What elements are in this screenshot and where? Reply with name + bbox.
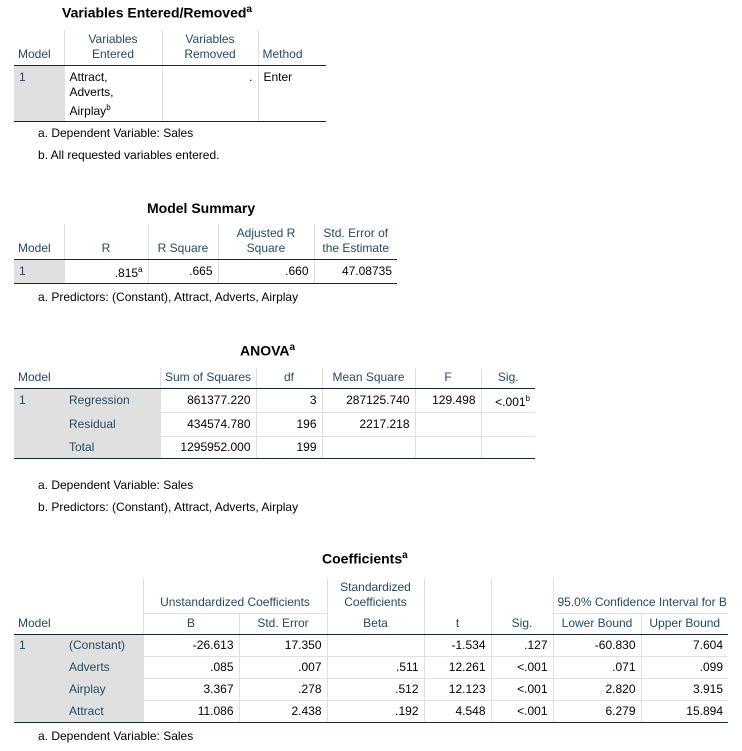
variables-removed-cell: .: [162, 66, 258, 122]
variables-table-title: [62, 4, 252, 21]
upper-cell: 7.604: [641, 634, 728, 656]
sig-cell: [481, 389, 535, 413]
coefficients-table: [14, 578, 728, 723]
df-cell: 199: [256, 437, 322, 459]
se-cell: 17.350: [239, 634, 327, 656]
header-lower-bound: Lower Bound: [553, 613, 641, 634]
model-number: 1: [14, 634, 64, 656]
model-blank: [14, 437, 64, 459]
se-cell: .007: [239, 656, 327, 678]
header-variables-entered: Variables Entered: [64, 30, 162, 66]
header-unstandardized-coefficients: Unstandardized Coefficients: [143, 578, 327, 613]
sig-cell: [481, 413, 535, 437]
variables-note-a: a. Dependent Variable: Sales: [38, 126, 194, 140]
ms-cell: 287125.740: [322, 389, 415, 413]
header-blank: [64, 368, 160, 389]
sig-cell: .127: [491, 634, 553, 656]
adj-r-square-cell: .660: [218, 260, 314, 284]
f-cell: 129.498: [415, 389, 481, 413]
sig-cell: <.001: [491, 656, 553, 678]
model-number: 1: [14, 389, 64, 413]
row-label: Residual: [64, 413, 160, 437]
header-adjusted-r-square: Adjusted R Square: [218, 224, 314, 260]
row-label: Attract: [64, 700, 143, 722]
entered-var-1: Attract,: [69, 70, 108, 84]
ss-cell: 1295952.000: [160, 437, 256, 459]
header-blank: [64, 613, 143, 634]
header-upper-bound: Upper Bound: [641, 613, 728, 634]
model-summary-table: [14, 224, 397, 284]
header-f: F: [415, 368, 481, 389]
sig-sup: b: [525, 394, 530, 403]
model-blank: [14, 656, 64, 678]
header-model: Model: [14, 224, 64, 260]
r-square-cell: .665: [148, 260, 218, 284]
t-cell: -1.534: [424, 634, 491, 656]
table-row: [14, 389, 535, 413]
header-r-square: R Square: [148, 224, 218, 260]
header-std-error-estimate: Std. Error of the Estimate: [314, 224, 397, 260]
sig-value: <.001: [495, 395, 526, 409]
header-sig: Sig.: [481, 368, 535, 389]
ms-cell: 2217.218: [322, 413, 415, 437]
header-df: df: [256, 368, 322, 389]
r-value: .815: [114, 266, 139, 280]
beta-cell: .192: [327, 700, 424, 722]
entered-sup: b: [106, 103, 111, 112]
header-confidence-interval: 95.0% Confidence Interval for B: [553, 578, 728, 613]
header-sig: Sig.: [491, 613, 553, 634]
model-blank: [14, 678, 64, 700]
header-blank: [64, 578, 143, 613]
coefficients-title-text: Coefficients: [322, 550, 403, 567]
lower-cell: 6.279: [553, 700, 641, 722]
beta-cell: .511: [327, 656, 424, 678]
anova-note-b: b. Predictors: (Constant), Attract, Adverts, Airplay: [38, 500, 299, 514]
sig-cell: <.001: [491, 678, 553, 700]
table-row: [14, 437, 535, 459]
f-cell: [415, 437, 481, 459]
upper-cell: .099: [641, 656, 728, 678]
anova-note-a: a. Dependent Variable: Sales: [38, 478, 194, 492]
header-model: Model: [14, 613, 64, 634]
header-variables-removed: Variables Removed: [162, 30, 258, 66]
header-r: R: [64, 224, 148, 260]
f-cell: [415, 413, 481, 437]
anova-title: [240, 342, 295, 359]
table-row: [14, 656, 728, 678]
header-b: B: [143, 613, 239, 634]
variables-title-text: Variables Entered/Removed: [62, 4, 247, 21]
row-label: Airplay: [64, 678, 143, 700]
r-sup: a: [138, 265, 143, 274]
variables-title-sup: a: [246, 4, 252, 15]
beta-cell: [327, 634, 424, 656]
b-cell: .085: [143, 656, 239, 678]
row-label: Total: [64, 437, 160, 459]
anova-title-sup: a: [289, 342, 296, 353]
se-cell: 2.438: [239, 700, 327, 722]
header-method: Method: [258, 30, 326, 66]
df-cell: 3: [256, 389, 322, 413]
entered-var-3: Airplay: [69, 104, 107, 118]
row-label: Regression: [64, 389, 160, 413]
model-blank: [14, 413, 64, 437]
lower-cell: 2.820: [553, 678, 641, 700]
variables-entered-table: [14, 30, 326, 122]
coefficients-note-a: a. Dependent Variable: Sales: [38, 729, 194, 743]
se-cell: .278: [239, 678, 327, 700]
entered-var-2: Adverts,: [69, 85, 114, 99]
table-row: [14, 634, 728, 656]
header-blank: [491, 578, 553, 613]
std-error-cell: 47.08735: [314, 260, 397, 284]
header-t: t: [424, 613, 491, 634]
model-blank: [14, 700, 64, 722]
header-blank: [14, 578, 64, 613]
t-cell: 12.261: [424, 656, 491, 678]
upper-cell: 3.915: [641, 678, 728, 700]
table-row: [14, 678, 728, 700]
header-model: Model: [14, 30, 64, 66]
header-beta: Beta: [327, 613, 424, 634]
header-mean-square: Mean Square: [322, 368, 415, 389]
header-blank: [424, 578, 491, 613]
ss-cell: 861377.220: [160, 389, 256, 413]
t-cell: 4.548: [424, 700, 491, 722]
beta-cell: .512: [327, 678, 424, 700]
t-cell: 12.123: [424, 678, 491, 700]
sig-cell: <.001: [491, 700, 553, 722]
model-summary-title: Model Summary: [147, 200, 256, 216]
table-row: [14, 700, 728, 722]
coefficients-title-sup: a: [402, 550, 408, 561]
row-label: (Constant): [64, 634, 143, 656]
method-cell: Enter: [258, 66, 326, 122]
r-cell: [64, 260, 148, 284]
variables-entered-cell: [64, 66, 162, 122]
b-cell: -26.613: [143, 634, 239, 656]
df-cell: 196: [256, 413, 322, 437]
header-model: Model: [14, 368, 64, 389]
variables-note-b: b. All requested variables entered.: [38, 148, 220, 162]
header-standardized-coefficients: Standardized Coefficients: [327, 578, 424, 613]
lower-cell: -60.830: [553, 634, 641, 656]
row-label: Adverts: [64, 656, 143, 678]
entered-var-3-wrap: [70, 100, 157, 119]
upper-cell: 15.894: [641, 700, 728, 722]
model-number: 1: [14, 260, 64, 284]
header-sum-of-squares: Sum of Squares: [160, 368, 256, 389]
anova-title-text: ANOVA: [240, 342, 290, 359]
sig-cell: [481, 437, 535, 459]
lower-cell: .071: [553, 656, 641, 678]
model-summary-note-a: a. Predictors: (Constant), Attract, Adverts, Airplay: [38, 290, 299, 304]
b-cell: 3.367: [143, 678, 239, 700]
anova-table: [14, 368, 535, 459]
header-std-error: Std. Error: [239, 613, 327, 634]
ms-cell: [322, 437, 415, 459]
ss-cell: 434574.780: [160, 413, 256, 437]
b-cell: 11.086: [143, 700, 239, 722]
model-number: 1: [14, 66, 64, 122]
table-row: [14, 413, 535, 437]
coefficients-title: [322, 550, 408, 567]
